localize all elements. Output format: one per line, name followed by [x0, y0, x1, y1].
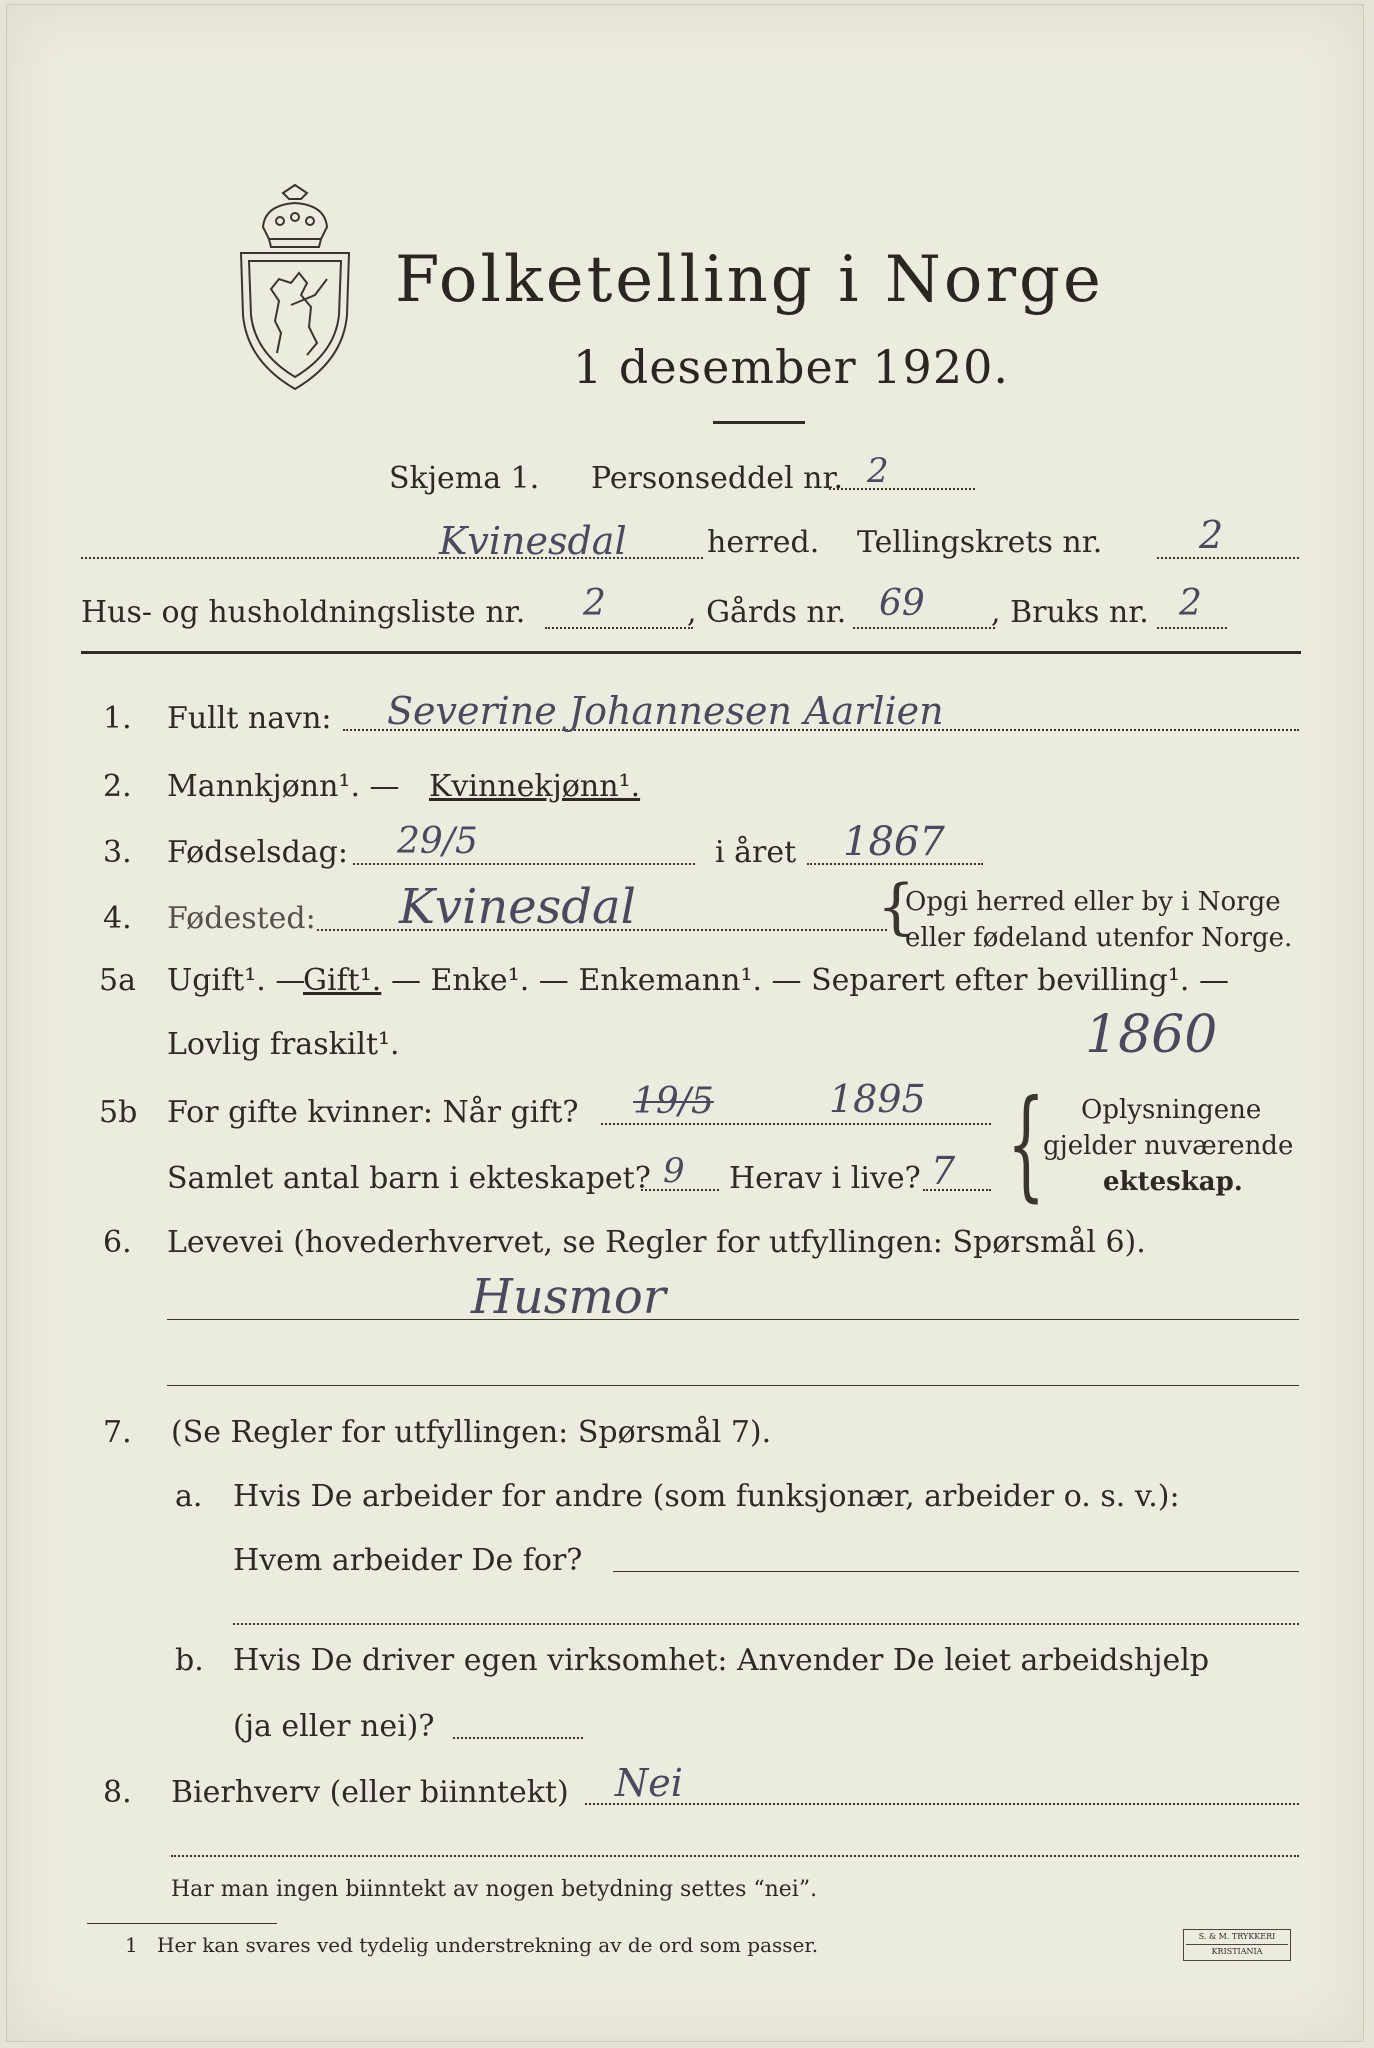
q7b-line1: Hvis De driver egen virksomhet: Anvender De leiet arbeidshjelp: [233, 1643, 1210, 1678]
q3-label: Fødselsdag:: [167, 835, 348, 870]
q5a-fraskilt[interactable]: Lovlig fraskilt¹.: [167, 1027, 400, 1062]
bruks-label: , Bruks nr.: [991, 595, 1149, 630]
q1-full-name[interactable]: Severine Johannesen Aarlien: [387, 689, 944, 733]
q4-label: Fødested:: [167, 901, 316, 936]
tellingskrets-line: [1157, 557, 1299, 559]
tellingskrets-label: Tellingskrets nr.: [857, 525, 1103, 560]
footnote-rule: [87, 1923, 277, 1924]
q5b-note-line3: ekteskap.: [1103, 1167, 1243, 1197]
q3-number: 3.: [103, 835, 132, 870]
q2-number: 2.: [103, 769, 132, 804]
gards-label: , Gårds nr.: [687, 595, 847, 630]
q7b-line2: (ja eller nei)?: [233, 1709, 435, 1744]
q5b-children-label: Samlet antal barn i ekteskapet?: [167, 1161, 651, 1196]
q5b-note-line1: Oplysningene: [1081, 1095, 1262, 1125]
q7a-answer-line-1[interactable]: [613, 1571, 1299, 1572]
q4-note-line1: Opgi herred eller by i Norge: [905, 887, 1281, 917]
census-date: 1 desember 1920.: [573, 340, 1009, 394]
printer-stamp-line2: KRISTIANIA: [1186, 1944, 1288, 1958]
q4-note-line2: eller fødeland utenfor Norge.: [905, 923, 1293, 953]
q6-number: 6.: [103, 1225, 132, 1260]
q5b-note-line2: gjelder nuværende: [1043, 1131, 1294, 1161]
q4-note-brace: {: [877, 872, 916, 942]
schema-label: Skjema 1.: [389, 461, 540, 496]
q3-birthday[interactable]: 29/5: [397, 821, 478, 862]
q5b-married-year[interactable]: 1895: [829, 1077, 926, 1121]
q7a-answer-line-2[interactable]: [233, 1623, 1299, 1625]
q3-line: [353, 863, 695, 865]
q5b-children-value[interactable]: 9: [663, 1151, 685, 1191]
q6-occupation[interactable]: Husmor: [471, 1269, 666, 1325]
q5b-number: 5b: [99, 1095, 138, 1130]
q5b-married-date[interactable]: 19/5: [633, 1081, 714, 1122]
q5a-other-options[interactable]: — Enke¹. — Enkemann¹. — Separert efter bevilling¹. —: [391, 963, 1229, 998]
q5a-gift[interactable]: Gift¹.: [303, 963, 382, 998]
q3-year-label: i året: [715, 835, 797, 870]
personseddel-line: [829, 488, 975, 490]
q8-value[interactable]: Nei: [615, 1761, 683, 1805]
q5a-annotation: 1860: [1085, 1005, 1218, 1065]
q8-label: Bierhverv (eller biinntekt): [171, 1775, 569, 1810]
personseddel-value[interactable]: 2: [867, 451, 889, 491]
husliste-value[interactable]: 2: [583, 583, 606, 624]
footnote-text: Her kan svares ved tydelig understrekning av de ord som passer.: [157, 1933, 819, 1957]
q7-label: (Se Regler for utfyllingen: Spørsmål 7).: [171, 1415, 772, 1450]
gards-value[interactable]: 69: [879, 583, 925, 624]
q6-line-2: [167, 1385, 1299, 1386]
q2-mannkjonn[interactable]: Mannkjønn¹. —: [167, 769, 400, 804]
q4-birthplace[interactable]: Kvinesdal: [399, 879, 636, 935]
q5b-note-brace: {: [1007, 1075, 1046, 1214]
q6-label: Levevei (hovederhvervet, se Regler for utfyllingen: Spørsmål 6).: [167, 1225, 1146, 1260]
q8-line-2: [171, 1855, 1299, 1857]
q2-kvinnekjonn[interactable]: Kvinnekjønn¹.: [429, 769, 641, 804]
title-divider: [713, 421, 805, 424]
gards-line: [853, 627, 995, 629]
q1-label: Fullt navn:: [167, 701, 332, 736]
q5a-number: 5a: [99, 963, 136, 998]
q4-number: 4.: [103, 901, 132, 936]
husliste-label: Hus- og husholdningsliste nr.: [81, 595, 526, 630]
husliste-line: [545, 627, 693, 629]
q1-number: 1.: [103, 701, 132, 736]
page-title: Folketelling i Norge: [395, 243, 1104, 317]
q7a-letter: a.: [175, 1479, 203, 1514]
header-rule: [81, 651, 1301, 654]
tellingskrets-value[interactable]: 2: [1199, 513, 1224, 557]
q5a-ugift[interactable]: Ugift¹. —: [167, 963, 306, 998]
q8-note: Har man ingen biinntekt av nogen betydning settes “nei”.: [171, 1877, 818, 1902]
personseddel-label: Personseddel nr.: [591, 461, 844, 496]
q7a-line1: Hvis De arbeider for andre (som funksjonær, arbeider o. s. v.):: [233, 1479, 1180, 1514]
q5b-label: For gifte kvinner: Når gift?: [167, 1095, 579, 1130]
q7a-line2: Hvem arbeider De for?: [233, 1543, 583, 1578]
q8-line: [585, 1803, 1299, 1805]
q5b-alive-label: Herav i live?: [729, 1161, 921, 1196]
q3-birth-year[interactable]: 1867: [843, 819, 945, 865]
q5b-line: [601, 1123, 991, 1125]
q7-number: 7.: [103, 1415, 132, 1450]
footnote-number: 1: [125, 1933, 138, 1957]
printer-stamp: [1183, 1929, 1291, 1961]
q7b-letter: b.: [175, 1643, 204, 1678]
bruks-value[interactable]: 2: [1179, 583, 1202, 624]
q5b-alive-value[interactable]: 7: [931, 1149, 956, 1193]
q6-line-1: [167, 1319, 1299, 1320]
q8-number: 8.: [103, 1775, 132, 1810]
q7b-answer-line[interactable]: [453, 1737, 583, 1739]
coat-of-arms-icon: [235, 183, 355, 393]
bruks-line: [1157, 627, 1227, 629]
census-form-page: [6, 4, 1364, 2042]
herred-label: herred.: [707, 525, 820, 560]
herred-value[interactable]: Kvinesdal: [439, 519, 627, 563]
printer-stamp-line1: S. & M. TRYKKERI: [1198, 1932, 1276, 1941]
